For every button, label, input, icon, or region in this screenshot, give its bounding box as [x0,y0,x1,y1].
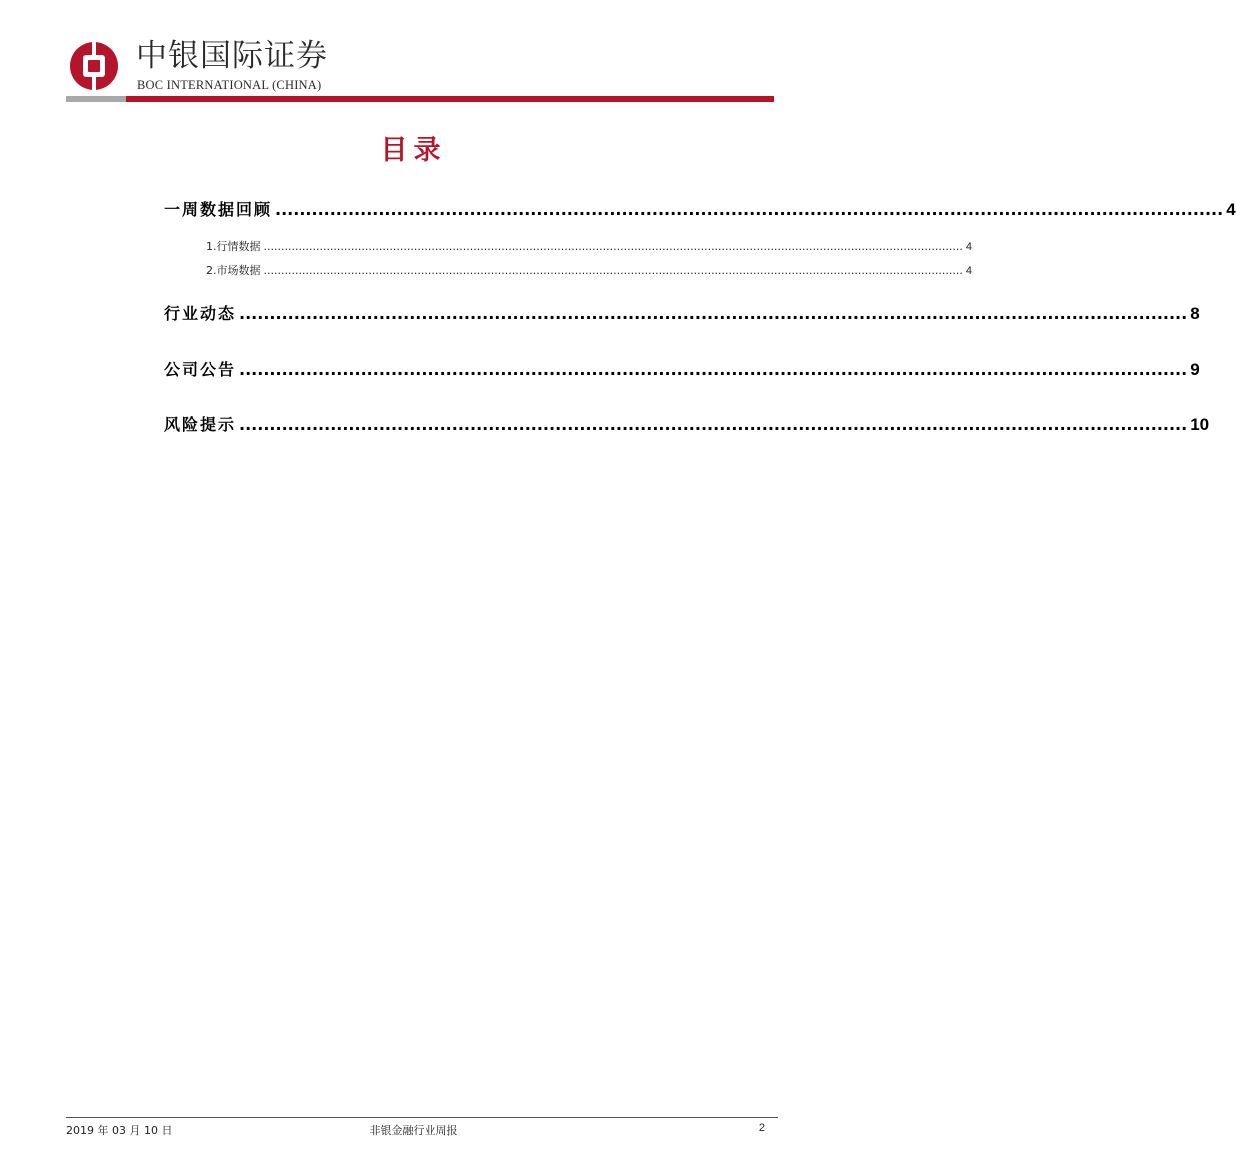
toc-entry-page: 4 [965,241,972,253]
toc-dot-leader: ............................................................................................................................................................ [239,415,1188,434]
toc-entry-label: 风险提示 [164,415,237,434]
toc-entry-weekly-data-review[interactable] [164,197,1236,220]
toc-entry-company-announcements[interactable] [164,357,1200,380]
toc-dot-leader: ............................................................................................................................................................ [239,360,1188,379]
brand-name-en: BOC INTERNATIONAL (CHINA) [137,78,322,92]
toc-entry-page: 10 [1190,415,1210,434]
toc-dot-leader: ............................................................................................................................................................ [239,304,1188,323]
toc-entry-page: 9 [1190,360,1200,379]
header-rule-grey [66,96,126,102]
toc-dot-leader: ............................................................................................................................................................ [275,200,1224,219]
header-rule-red [126,96,774,102]
toc-entry-market-quotes[interactable] [206,238,972,254]
toc-entry-page: 4 [1226,200,1236,219]
toc-entry-market-data[interactable] [206,262,972,278]
toc-entry-page: 4 [965,265,972,277]
toc-dot-leader: ........................................................................................................................................................................................................ [263,264,963,277]
toc-entry-label: 公司公告 [164,360,237,379]
toc-entry-page: 8 [1190,304,1200,323]
toc-entry-label: 1.行情数据 [206,240,261,253]
footer-page-number: 2 [758,1122,765,1134]
toc-title: 目录 [380,135,447,166]
footer-report-title: 非银金融行业周报 [369,1124,458,1137]
boc-logo-icon [68,40,120,92]
toc-entry-risk-warning[interactable] [164,412,1210,435]
toc-dot-leader: ........................................................................................................................................................................................................ [263,240,963,253]
footer-date: 2019 年 03 月 10 日 [66,1124,173,1137]
brand-name-cn: 中银国际证券 [136,38,328,74]
toc-entry-label: 行业动态 [164,304,237,323]
footer-rule [66,1117,778,1118]
toc-entry-label: 2.市场数据 [206,264,261,277]
toc-entry-label: 一周数据回顾 [164,200,273,219]
toc-entry-industry-news[interactable] [164,301,1200,324]
